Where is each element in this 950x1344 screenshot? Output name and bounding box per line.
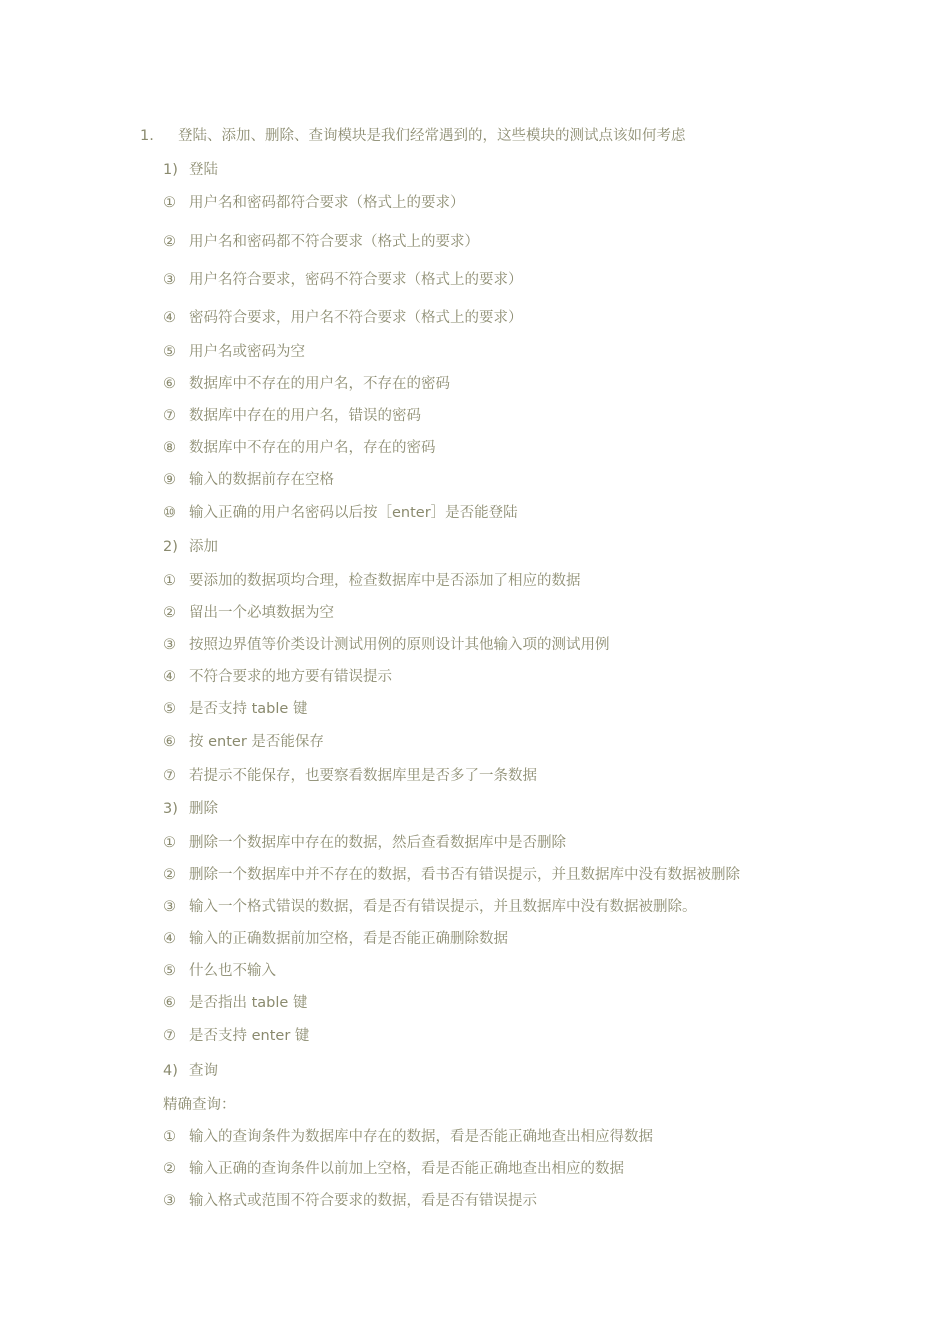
list-item-text: 按照边界值等价类设计测试用例的原则设计其他输入项的测试用例: [189, 637, 610, 653]
list-item: [163, 270, 523, 290]
list-marker: ③: [163, 272, 176, 288]
list-marker: ⑨: [163, 472, 176, 488]
list-item-text: 添加: [189, 539, 218, 555]
list-item: [163, 503, 518, 523]
list-item-text: 用户名符合要求，密码不符合要求（格式上的要求）: [189, 272, 523, 288]
list-item: [163, 865, 740, 885]
list-item: [163, 1127, 653, 1147]
list-marker: ⑩: [163, 505, 176, 521]
list-item: [163, 438, 436, 458]
list-item: [163, 667, 392, 687]
list-item: [163, 571, 581, 591]
list-marker: ④: [163, 669, 176, 685]
section-heading-add: [163, 537, 218, 557]
list-marker: ⑥: [163, 376, 176, 392]
section-heading-delete: [163, 799, 218, 819]
list-marker: ④: [163, 310, 176, 326]
list-marker: 1): [163, 162, 178, 178]
list-marker: ③: [163, 899, 176, 915]
list-item-text: 用户名或密码为空: [189, 344, 305, 360]
list-item-text: 用户名和密码都不符合要求（格式上的要求）: [189, 234, 479, 250]
list-item: [163, 635, 610, 655]
list-item: [163, 470, 334, 490]
list-item-text: 数据库中不存在的用户名，不存在的密码: [189, 376, 450, 392]
list-item-text: 什么也不输入: [189, 963, 276, 979]
list-item: [163, 603, 334, 623]
list-item: [163, 342, 305, 362]
list-marker: ①: [163, 835, 176, 851]
list-item-text: 按 enter 是否能保存: [189, 734, 324, 750]
question-heading: [140, 124, 686, 145]
list-item: [163, 232, 479, 252]
section-heading-query: [163, 1061, 218, 1081]
list-marker: ⑤: [163, 963, 176, 979]
list-item-text: 要添加的数据项均合理，检查数据库中是否添加了相应的数据: [189, 573, 581, 589]
list-item: [163, 897, 697, 917]
list-item: [163, 766, 537, 786]
list-item-text: 登陆: [189, 162, 218, 178]
list-item: [163, 993, 307, 1013]
list-marker: ②: [163, 605, 176, 621]
list-marker: ⑧: [163, 440, 176, 456]
list-marker: ④: [163, 931, 176, 947]
list-item-text: 是否支持 table 键: [189, 701, 308, 717]
subheading-exact-query: [163, 1095, 236, 1115]
list-marker: ②: [163, 867, 176, 883]
list-marker: ①: [163, 1129, 176, 1145]
question-number: 1.: [140, 128, 154, 144]
list-item-text: 输入的数据前存在空格: [189, 472, 334, 488]
list-item: [163, 699, 307, 719]
list-marker: ②: [163, 1161, 176, 1177]
list-item: [163, 193, 465, 213]
list-item-text: 用户名和密码都符合要求（格式上的要求）: [189, 195, 465, 211]
list-item: [163, 732, 324, 752]
list-item-text: 输入正确的用户名密码以后按［enter］是否能登陆: [189, 505, 518, 521]
list-marker: ②: [163, 234, 176, 250]
list-marker: ⑦: [163, 408, 176, 424]
list-item: [163, 1159, 624, 1179]
list-item-text: 是否支持 enter 键: [189, 1028, 310, 1044]
list-item-text: 密码符合要求，用户名不符合要求（格式上的要求）: [189, 310, 523, 326]
list-marker: ⑤: [163, 344, 176, 360]
list-marker: ⑥: [163, 734, 176, 750]
list-marker: 3): [163, 801, 178, 817]
list-marker: 4): [163, 1063, 178, 1079]
list-marker: ③: [163, 637, 176, 653]
list-item-text: 是否指出 table 键: [189, 995, 308, 1011]
list-item-text: 留出一个必填数据为空: [189, 605, 334, 621]
list-item-text: 查询: [189, 1063, 218, 1079]
list-marker: 2): [163, 539, 178, 555]
list-marker: ③: [163, 1193, 176, 1209]
list-marker: ⑥: [163, 995, 176, 1011]
list-item-text: 输入正确的查询条件以前加上空格，看是否能正确地查出相应的数据: [189, 1161, 624, 1177]
list-item: [163, 929, 508, 949]
question-text: 登陆、添加、删除、查询模块是我们经常遇到的，这些模块的测试点该如何考虑: [178, 128, 686, 144]
list-item-text: 输入的正确数据前加空格，看是否能正确删除数据: [189, 931, 508, 947]
list-item: [163, 406, 421, 426]
list-item: [163, 1191, 537, 1211]
list-item: [163, 833, 566, 853]
list-item-text: 输入的查询条件为数据库中存在的数据，看是否能正确地查出相应得数据: [189, 1129, 653, 1145]
list-item: [163, 374, 450, 394]
list-marker: ①: [163, 573, 176, 589]
list-item-text: 删除一个数据库中存在的数据，然后查看数据库中是否删除: [189, 835, 566, 851]
list-item-text: 删除一个数据库中并不存在的数据，看书否有错误提示，并且数据库中没有数据被删除: [189, 867, 740, 883]
list-marker: ⑦: [163, 768, 176, 784]
list-item-text: 若提示不能保存，也要察看数据库里是否多了一条数据: [189, 768, 537, 784]
section-heading-login: [163, 160, 218, 180]
list-item-text: 数据库中存在的用户名，错误的密码: [189, 408, 421, 424]
list-item: [163, 961, 276, 981]
list-item-text: 不符合要求的地方要有错误提示: [189, 669, 392, 685]
list-marker: ⑤: [163, 701, 176, 717]
list-item: [163, 1026, 309, 1046]
list-item-text: 精确查询：: [163, 1097, 236, 1113]
list-item-text: 输入格式或范围不符合要求的数据，看是否有错误提示: [189, 1193, 537, 1209]
list-item-text: 数据库中不存在的用户名，存在的密码: [189, 440, 436, 456]
list-item-text: 删除: [189, 801, 218, 817]
list-marker: ①: [163, 195, 176, 211]
list-item: [163, 308, 523, 328]
list-item-text: 输入一个格式错误的数据，看是否有错误提示，并且数据库中没有数据被删除。: [189, 899, 697, 915]
list-marker: ⑦: [163, 1028, 176, 1044]
